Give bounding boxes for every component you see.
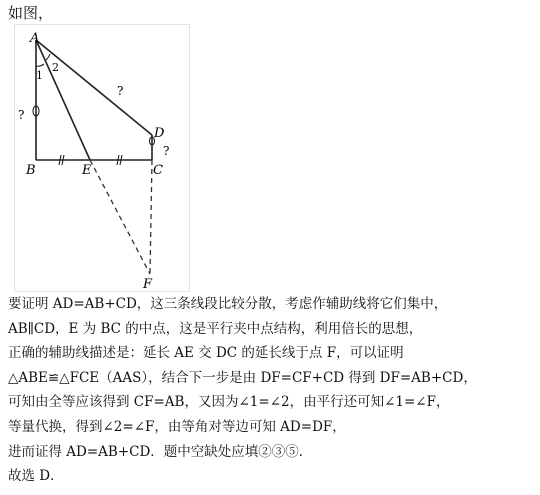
label-point-F: F	[143, 277, 153, 292]
solution-line: 可知由全等应该得到 CF=AB，又因为∠1=∠2，由平行还可知∠1=∠F，	[8, 394, 450, 411]
solution-line: 正确的辅助线描述是：延长 AE 交 DC 的延长线于点 F，可以证明	[8, 345, 404, 362]
geometry-diagram	[14, 24, 190, 292]
unknown-mark-CD: ?	[163, 144, 170, 158]
label-angle-2: 2	[52, 61, 59, 74]
solution-line: 进而证得 AD=AB+CD．题中空缺处应填②③⑤．	[8, 443, 313, 460]
problem-heading: 如图，	[8, 4, 54, 22]
unknown-mark-AD: ?	[117, 84, 124, 98]
label-point-B: B	[26, 163, 36, 178]
dashed-segment-CF	[150, 160, 152, 274]
label-point-A: A	[30, 31, 40, 46]
solution-text	[8, 292, 536, 489]
unknown-mark-AB: ?	[18, 108, 25, 122]
solution-line: 等量代换，得到∠2=∠F，由等角对等边可知 AD=DF，	[8, 418, 346, 435]
segment-AD	[36, 40, 152, 135]
segment-AE	[36, 40, 90, 160]
label-point-E: E	[82, 163, 92, 178]
figure-border	[15, 25, 190, 292]
label-point-C: C	[153, 163, 163, 178]
solution-line: 要证明 AD=AB+CD，这三条线段比较分散，考虑作辅助线将它们集中，	[8, 296, 448, 312]
angle-1-arc	[36, 64, 44, 66]
label-angle-1: 1	[36, 69, 43, 82]
geometry-figure	[14, 24, 190, 292]
label-point-D: D	[154, 126, 165, 141]
answer-line: 故选 D．	[8, 468, 64, 485]
dashed-segment-EF	[90, 160, 150, 274]
angle-2-arc	[46, 54, 50, 60]
solution-line: △ABE≌△FCE（AAS），结合下一步是由 DF=CF+CD 得到 DF=AB+CD，	[8, 369, 477, 386]
solution-line: AB∥CD，E 为 BC 的中点，这是平行夹中点结构，利用倍长的思想，	[8, 320, 423, 337]
